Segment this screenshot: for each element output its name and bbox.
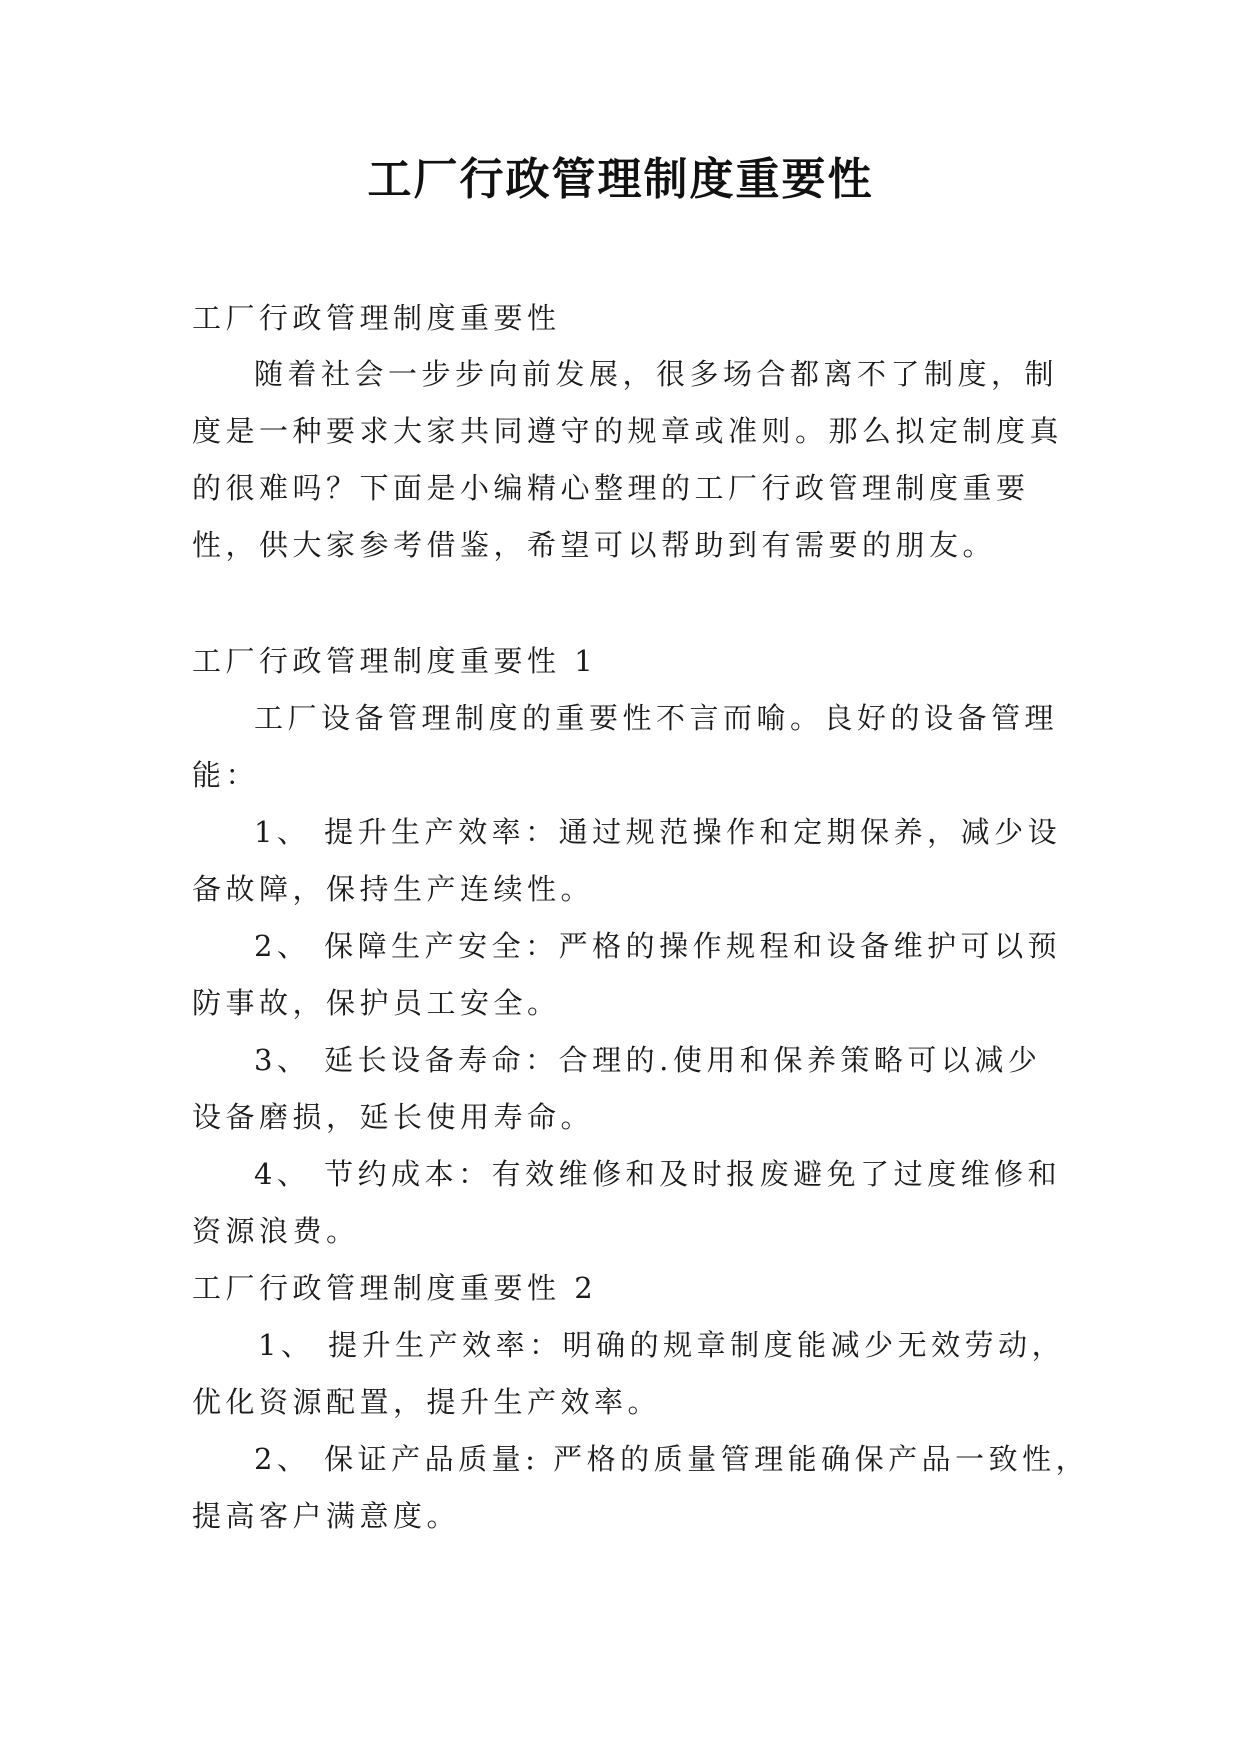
list-item-line: 防事故，保护员工安全。 bbox=[192, 986, 561, 1020]
intro-paragraph-line: 随着社会一步步向前发展，很多场合都离不了制度，制 bbox=[254, 357, 1059, 391]
document-title: 工厂行政管理制度重要性 bbox=[367, 154, 874, 205]
list-item-line: 设备磨损，延长使用寿命。 bbox=[192, 1100, 595, 1134]
section-1-paragraph-line: 工厂设备管理制度的重要性不言而喻。良好的设备管理 bbox=[254, 701, 1059, 735]
intro-paragraph-line: 度是一种要求大家共同遵守的规章或准则。那么拟定制度真 bbox=[192, 414, 1064, 448]
list-item-line: 2、 保障生产安全：严格的操作规程和设备维护可以预 bbox=[254, 929, 1062, 963]
list-item-line: 2、 保证产品质量: 严格的质量管理能确保产品一致性， bbox=[254, 1442, 1090, 1476]
list-item-line: 提高客户满意度。 bbox=[192, 1499, 461, 1533]
section-heading: 工厂行政管理制度重要性 bbox=[192, 301, 561, 335]
list-item-line: 1、 提升生产效率：明确的规章制度能减少无效劳动， bbox=[258, 1328, 1066, 1362]
section-1-heading: 工厂行政管理制度重要性 1 bbox=[192, 644, 598, 678]
list-item-line: 资源浪费。 bbox=[192, 1214, 360, 1248]
intro-paragraph-line: 性，供大家参考借鉴，希望可以帮助到有需要的朋友。 bbox=[192, 528, 997, 562]
intro-paragraph-line: 的很难吗？下面是小编精心整理的工厂行政管理制度重要 bbox=[192, 471, 1030, 505]
section-1-paragraph-line: 能： bbox=[192, 758, 260, 792]
list-item-line: 3、 延长设备寿命：合理的.使用和保养策略可以减少 bbox=[254, 1043, 1042, 1077]
list-item-line: 1、 提升生产效率：通过规范操作和定期保养，减少设 bbox=[254, 815, 1062, 849]
list-item-line: 4、 节约成本：有效维修和及时报废避免了过度维修和 bbox=[254, 1157, 1062, 1191]
list-item-line: 优化资源配置，提升生产效率。 bbox=[192, 1385, 662, 1419]
section-2-heading: 工厂行政管理制度重要性 2 bbox=[192, 1271, 598, 1305]
list-item-line: 备故障，保持生产连续性。 bbox=[192, 872, 595, 906]
